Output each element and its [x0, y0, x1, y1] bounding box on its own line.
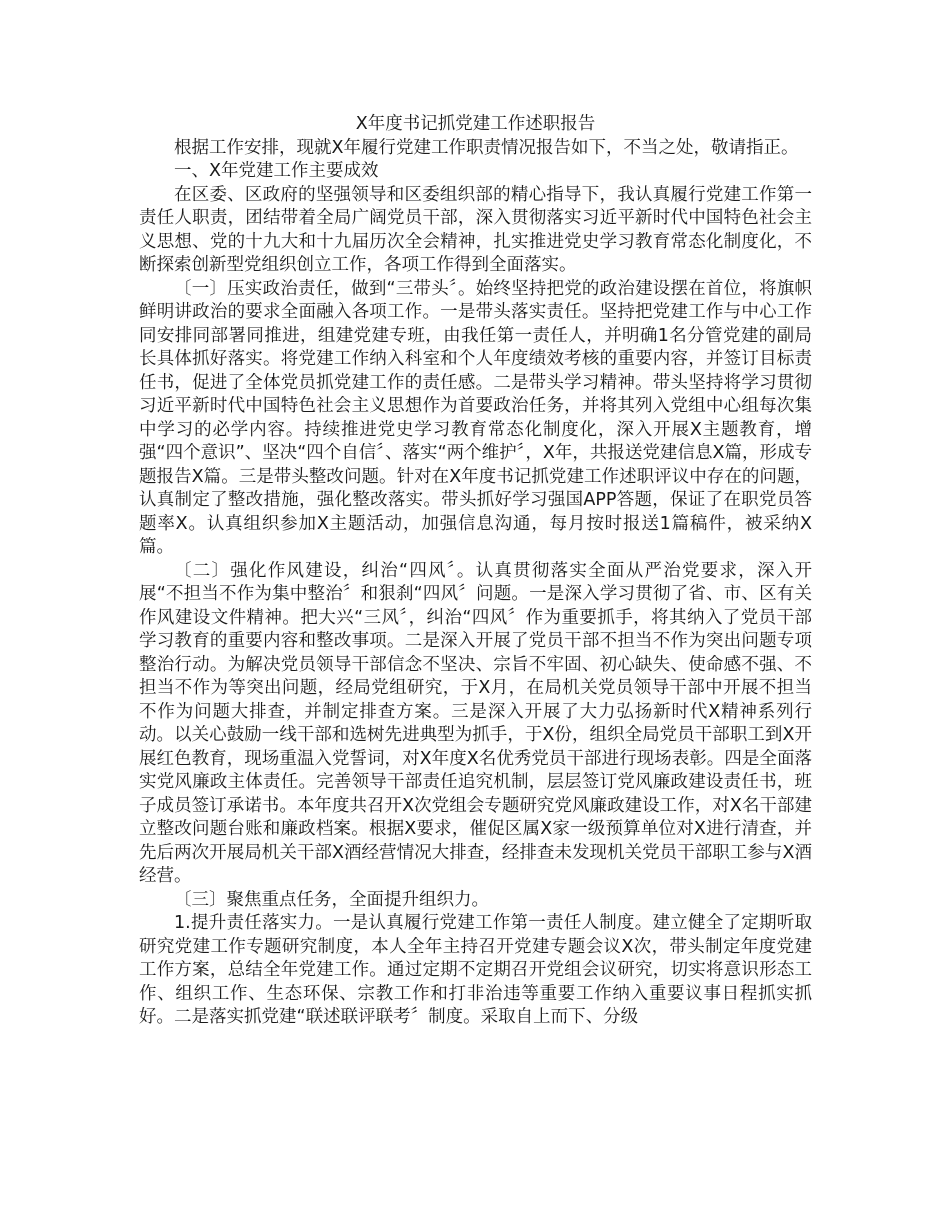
section-heading-achievements: 一、X年党建工作主要成效 [174, 161, 379, 181]
subsection-heading-key-tasks: 〔三〕聚焦重点任务，全面提升组织力。 [174, 889, 489, 910]
document-title: X年度书记抓党建工作述职报告 [355, 114, 596, 134]
body-paragraph-political-responsibility: 〔一〕压实政治责任，做到“三带头〞。始终坚持把党的政治建设摆在首位，将旗帜鲜明讲政治的要求全面融入各项工作。一是带头落实责任。坚持把党建工作与中心工作同安排同部署同推进，组建党建专班，由我任第一责任人，并明确1名分管党建的副局长具体抓好落实。将党建工作纳入科室和个人年度绩效考核的重要内容，并签订目标责任书，促进了全体党员抓党建工作的责任感。二是带头学习精神。带头坚持将学习贯彻习近平新时代中国特色社会主义思想作为首要政治任务，并将其列入党组中心组每次集中学习的必学内容。持续推进党史学习教育常态化制度化，深入开展X主题教育，增强“四个意识”、坚决“四个自信〞、落实“两个维护〞，X年，共报送党建信息X篇，形成专题报告X篇。三是带头整改问题。针对在X年度书记抓党建工作述职评议中存在的问题，认真制定了整改措施，强化整改落实。带头抓好学习强国APP答题，保证了在职党员答题率X。认真组织参加X主题活动，加强信息沟通，每月按时报送1篇稿件，被采纳X篇。 [139, 278, 812, 557]
body-paragraph-work-style: 〔二〕强化作风建设，纠治“四风〞。认真贯彻落实全面从严治党要求，深入开展“不担当不作为集中整治〞和狠刹“四风〞问题。一是深入学习贯彻了省、市、区有关作风建设文件精神。把大兴“三风〞，纠治“四风〞作为重要抓手，将其纳入了党员干部学习教育的重要内容和整改事项。二是深入开展了党员干部不担当不作为突出问题专项整治行动。为解决党员领导干部信念不坚决、宗旨不牢固、初心缺失、使命感不强、不担当不作为等突出问题，经局党组研究，于X月，在局机关党员领导干部中开展不担当不作为问题大排查，并制定排查方案。三是深入开展了大力弘扬新时代X精神系列行动。以关心鼓励一线干部和选树先进典型为抓手，于X份，组织全局党员干部职工到X开展红色教育，现场重温入党誓词，对X年度X名优秀党员干部进行现场表彰。四是全面落实党风廉政主体责任。完善领导干部责任追究机制，层层签订党风廉政建设责任书，班子成员签订承诺书。本年度共召开X次党组会专题研究党风廉政建设工作，对X名干部建立整改问题台账和廉政档案。根据X要求，催促区属X家一级预算单位对X进行清查，并先后两次开展局机关干部X酒经营情况大排查，经排查未发现机关党员干部职工参与X酒经营。 [139, 560, 812, 886]
intro-paragraph: 根据工作安排，现就X年履行党建工作职责情况报告如下，不当之处，敬请指正。 [174, 137, 799, 158]
document-page [139, 113, 812, 1030]
body-paragraph-responsibility: 1.提升责任落实力。一是认真履行党建工作第一责任人制度。建立健全了定期听取研究党建工作专题研究制度，本人全年主持召开党建专题会议X次，带头制定年度党建工作方案，总结全年党建工作。通过定期不定期召开党组会议研究，切实将意识形态工作、组织工作、生态环保、宗教工作和打非治违等重要工作纳入重要议事日程抓实抓好。二是落实抓党建“联述联评联考〞制度。采取自上而下、分级 [139, 913, 812, 1027]
body-paragraph-overview: 在区委、区政府的坚强领导和区委组织部的精心指导下，我认真履行党建工作第一责任人职责，团结带着全局广阔党员干部，深入贯彻落实习近平新时代中国特色社会主义思想、党的十九大和十九届历次全会精神，扎实推进党史学习教育常态化制度化，不断探索创新型党组织创立工作，各项工作得到全面落实。 [139, 184, 812, 275]
